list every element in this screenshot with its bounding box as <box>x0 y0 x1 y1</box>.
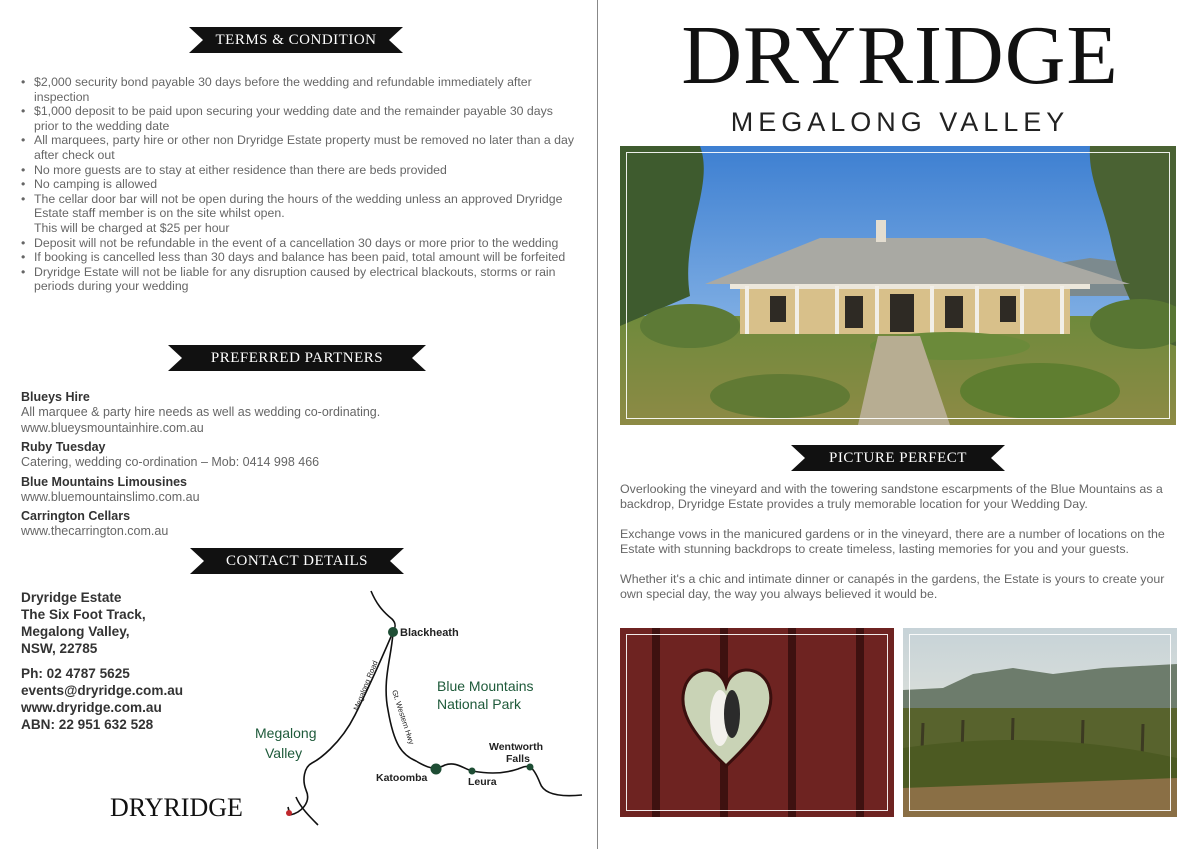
label-valley-2: Valley <box>265 745 303 761</box>
partner-link[interactable]: www.blueysmountainhire.com.au <box>21 420 204 435</box>
intro-paragraph: Whether it's a chic and intimate dinner or canapés in the gardens, the Estate is yours to create your own special day, the way you always believed it would be. <box>620 572 1165 601</box>
partner-name: Carrington Cellars <box>21 509 131 523</box>
marker-leura <box>469 768 476 775</box>
terms-list <box>21 75 576 294</box>
label-katoomba: Katoomba <box>376 772 428 784</box>
partner-item <box>21 439 581 471</box>
address-line: NSW, 22785 <box>21 641 98 656</box>
intro-paragraph: Overlooking the vineyard and with the towering sandstone escarpments of the Blue Mountains as a backdrop, Dryridge Estate provides a truly memorable location for your Wedding Day. <box>620 482 1163 511</box>
vineyard-illustration <box>903 628 1177 817</box>
partner-item <box>21 508 581 540</box>
partner-name: Ruby Tuesday <box>21 440 106 454</box>
terms-heading: TERMS & CONDITION <box>203 27 389 53</box>
contact-abn: ABN: 22 951 632 528 <box>21 717 154 732</box>
contact-website[interactable]: www.dryridge.com.au <box>21 700 162 715</box>
partner-item <box>21 389 581 436</box>
partners-list <box>21 389 581 543</box>
map-road-north <box>371 591 395 632</box>
partner-desc: Catering, wedding co-ordination – Mob: 0414 998 466 <box>21 455 320 469</box>
partner-name: Blue Mountains Limousines <box>21 474 187 489</box>
contact-heading: CONTACT DETAILS <box>204 548 390 574</box>
label-valley-1: Megalong <box>255 725 317 741</box>
label-wentworth-2: Falls <box>506 753 530 765</box>
picture-perfect-heading: PICTURE PERFECT <box>805 445 991 471</box>
term-item: • Dryridge Estate will not be liable for any disruption caused by electrical blackouts, storms or rain periods during your wedding <box>21 265 576 294</box>
map-road-megalong <box>288 632 393 815</box>
term-item: • All marquees, party hire or other non Dryridge Estate property must be removed no later than a day after check out <box>21 133 576 162</box>
partner-item <box>21 474 581 506</box>
heart-fence-photo <box>620 628 894 817</box>
address-line: The Six Foot Track, <box>21 607 146 622</box>
term-item: • $2,000 security bond payable 30 days before the wedding and refundable immediately after inspection <box>21 75 576 104</box>
partners-heading: PREFERRED PARTNERS <box>182 345 412 371</box>
partner-name: Blueys Hire <box>21 390 90 404</box>
term-item: • No more guests are to stay at either residence than there are beds provided <box>21 163 576 178</box>
address-line: Megalong Valley, <box>21 624 130 639</box>
marker-katoomba <box>431 764 442 775</box>
partner-link[interactable]: www.bluemountainslimo.com.au <box>21 489 200 504</box>
contact-email[interactable]: events@dryridge.com.au <box>21 683 184 698</box>
term-item: • $1,000 deposit to be paid upon securing your wedding date and the remainder payable 30 days prior to the wedding date <box>21 104 576 133</box>
label-gt-western-hwy: Gt. Western Hwy <box>390 688 417 746</box>
brand-title: DRYRIDGE <box>681 9 1119 102</box>
term-item: • No camping is allowed <box>21 177 576 192</box>
intro-text <box>620 482 1180 617</box>
partner-desc: All marquee & party hire needs as well as wedding co-ordinating. <box>21 405 381 419</box>
location-map <box>100 585 590 830</box>
term-item: • If booking is cancelled less than 30 days and balance has been paid, total amount will be forfeited <box>21 250 576 265</box>
term-note: This will be charged at $25 per hour <box>34 220 230 235</box>
label-wentworth-1: Wentworth <box>489 741 544 753</box>
label-megalong-road: Megalong Road <box>351 659 380 712</box>
term-item: • Deposit will not be refundable in the event of a cancellation 30 days or more prior to the wedding <box>21 236 576 251</box>
page-divider <box>597 0 598 849</box>
homestead-illustration <box>620 146 1176 425</box>
intro-paragraph: Exchange vows in the manicured gardens or in the vineyard, there are a number of locations on the Estate with stunning backdrops to create timeless, lasting memories for you and your guests. <box>620 527 1165 556</box>
partner-link[interactable]: www.thecarrington.com.au <box>21 524 169 538</box>
map-dryridge-logo: DRYRIDGE <box>110 793 243 822</box>
marker-dryridge <box>286 810 292 816</box>
homestead-photo <box>620 146 1176 425</box>
term-item <box>21 192 576 236</box>
address-line: Dryridge Estate <box>21 590 122 605</box>
vineyard-photo <box>903 628 1177 817</box>
label-park-1: Blue Mountains <box>437 678 534 694</box>
heart-fence-illustration <box>620 628 894 817</box>
label-blackheath: Blackheath <box>400 627 459 639</box>
marker-blackheath <box>388 627 398 637</box>
term-text: The cellar door bar will not be open during the hours of the wedding unless an approved Dryridge Estate staff member is on the site whilst open. <box>34 191 563 221</box>
brand-subtitle: MEGALONG VALLEY <box>730 107 1070 137</box>
contact-phone[interactable]: Ph: 02 4787 5625 <box>21 666 130 681</box>
label-park-2: National Park <box>437 696 522 712</box>
label-leura: Leura <box>468 776 497 788</box>
